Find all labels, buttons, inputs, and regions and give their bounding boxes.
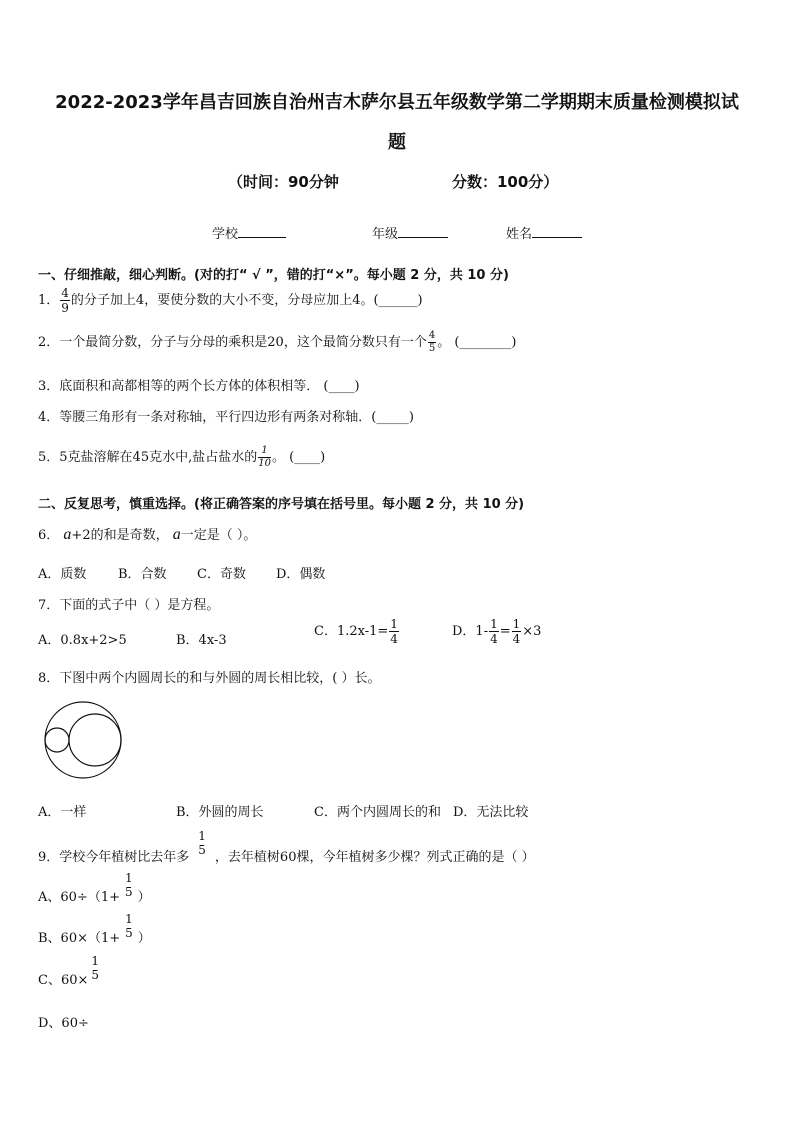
question-number: 6．	[38, 528, 60, 543]
fraction: 1 5	[198, 829, 206, 857]
q7-option-d[interactable]: D．1- $\frac{1}{4}$ = $\frac{1}{4}$ ×3	[452, 617, 542, 646]
question-number: 1．	[38, 293, 60, 308]
grade-blank[interactable]	[398, 223, 448, 238]
question-4: 4．等腰三角形有一条对称轴，平行四边形有两条对称轴．(_____)	[38, 410, 414, 425]
q8-option-d[interactable]: D．无法比较	[453, 805, 529, 820]
question-7: 7．下面的式子中（ ）是方程。	[38, 598, 220, 613]
page-title-line1: 2022-2023学年昌吉回族自治州吉木萨尔县五年级数学第二学期期末质量检测模拟试	[55, 92, 739, 113]
variable-a: a	[63, 526, 72, 543]
fraction: $\frac{1}{4}$	[390, 617, 398, 646]
circles-diagram	[40, 700, 126, 780]
school-blank[interactable]	[238, 223, 286, 238]
fraction: $\frac{4}{5}$	[428, 330, 436, 354]
question-9: 9．学校今年植树比去年多 1 5 ，去年植树60棵，今年植树多少棵？列式正确的是（ ）	[38, 829, 535, 865]
question-text: 的分子加上4，要使分数的大小不变，分母应加上4。(______)	[70, 293, 423, 308]
q9-option-c[interactable]: C、60× 1 5	[38, 954, 100, 988]
fraction: 1 5	[91, 954, 100, 982]
question-5	[38, 446, 325, 469]
school-field	[212, 223, 286, 242]
fraction: 1 5	[125, 912, 133, 940]
q8-option-a[interactable]: A．一样	[38, 805, 87, 820]
q6-option-c[interactable]: C．奇数	[197, 567, 246, 582]
fraction: $\frac{1}{4}$	[490, 617, 498, 646]
name-field	[506, 223, 582, 242]
variable-a: a	[172, 526, 181, 543]
question-text: 5．5克盐溶解在45克水中,盐占盐水的	[38, 450, 258, 465]
exam-score: 分数：100分）	[452, 173, 559, 191]
fraction: 1 5	[125, 871, 133, 899]
q9-option-d[interactable]: D、60÷	[38, 1016, 89, 1031]
name-label: 姓名	[506, 227, 533, 242]
grade-field	[372, 223, 448, 242]
q6-option-d[interactable]: D．偶数	[276, 567, 326, 582]
large-inner-circle	[69, 714, 121, 766]
q7-option-b[interactable]: B．4x-3	[176, 633, 227, 648]
school-label: 学校	[212, 227, 239, 242]
fraction: $\frac{1}{4}$	[512, 617, 521, 646]
q7-option-c[interactable]: C．1.2x-1= $\frac{1}{4}$	[314, 617, 398, 646]
section1-heading: 一、仔细推敲，细心判断。(对的打“ √ ”，错的打“×”。每小题 2 分，共 10 分)	[38, 268, 509, 283]
name-blank[interactable]	[532, 223, 582, 238]
outer-circle	[45, 702, 121, 778]
fraction: $\frac{1}{10}$	[258, 445, 271, 469]
grade-label: 年级	[372, 227, 399, 242]
question-3: 3．底面积和高都相等的两个长方体的体积相等． (____)	[38, 379, 360, 394]
question-8: 8．下图中两个内圆周长的和与外圆的周长相比较，( ）长。	[38, 671, 381, 686]
q8-option-c[interactable]: C．两个内圆周长的和	[314, 805, 441, 820]
q8-option-b[interactable]: B．外圆的周长	[176, 805, 264, 820]
question-2	[38, 331, 516, 354]
q7-option-a[interactable]: A．0.8x+2>5	[38, 633, 127, 648]
exam-time: （时间：90分钟	[228, 173, 339, 191]
small-inner-circle	[45, 728, 69, 752]
question-text: 2．一个最简分数，分子与分母的乘积是20，这个最简分数只有一个	[38, 335, 427, 350]
q9-option-a[interactable]: A、60÷（1+ 1 5 ）	[38, 871, 151, 905]
answer-blank: 。 (________)	[437, 335, 517, 350]
page-title-line2: 题	[388, 132, 406, 153]
section2-heading: 二、反复思考，慎重选择。(将正确答案的序号填在括号里。每小题 2 分，共 10 分)	[38, 497, 525, 512]
q6-option-a[interactable]: A．质数	[38, 567, 87, 582]
question-6: 6． a+2的和是奇数， a一定是（ ）。	[38, 526, 257, 543]
q6-option-b[interactable]: B．合数	[118, 567, 167, 582]
question-1	[38, 287, 423, 314]
answer-blank: 。 (____)	[271, 450, 326, 465]
fraction: $\frac{4}{9}$	[61, 286, 69, 315]
q9-option-b[interactable]: B、60×（1+ 1 5 ）	[38, 912, 151, 946]
